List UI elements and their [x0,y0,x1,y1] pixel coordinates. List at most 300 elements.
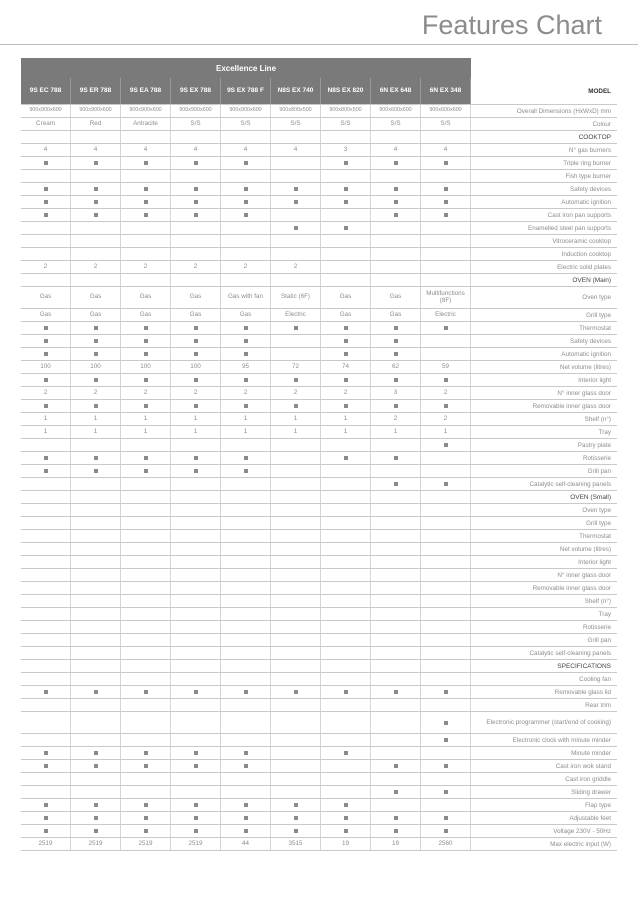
table-cell [221,621,271,633]
feature-check-icon [94,161,98,165]
table-cell [271,504,321,516]
table-row [21,400,617,413]
table-cell: 900x900x600 [121,105,171,117]
table-cell [121,439,171,451]
table-cell [71,595,121,607]
table-cell [21,131,71,143]
table-cell [271,799,321,811]
table-cell [421,773,471,785]
feature-label: Rotisserie [583,623,611,631]
table-cell [71,621,121,633]
table-cell [371,183,421,195]
table-cell [421,699,471,711]
table-cell: 1 [71,413,121,425]
feature-check-icon [144,200,148,204]
table-cell [371,647,421,659]
model-label: MODEL [588,87,611,95]
model-header-row [21,78,617,105]
table-cell [121,799,171,811]
table-row [21,504,617,517]
table-cell [371,131,421,143]
model-header-cell: 6N EX 348 [421,78,471,104]
feature-label: Flap type [585,801,611,809]
feature-label: Fish type burner [565,172,611,180]
table-row [21,699,617,712]
feature-label: Enamelled steel pan supports [528,224,611,232]
table-cell [371,582,421,594]
table-cell [421,647,471,659]
feature-check-icon [344,200,348,204]
table-cell [221,569,271,581]
table-cell: 2 [221,387,271,399]
table-cell [171,465,221,477]
table-cell [21,209,71,221]
table-cell [171,335,221,347]
feature-label: Cast iron pan supports [547,211,611,219]
feature-check-icon [244,690,248,694]
table-cell [71,747,121,759]
table-cell [321,686,371,698]
feature-check-icon [294,829,298,833]
table-cell [321,465,371,477]
table-cell [71,235,121,247]
table-cell: 900x800x500 [271,105,321,117]
feature-check-icon [144,829,148,833]
table-cell [221,504,271,516]
table-cell [271,491,321,503]
feature-check-icon [44,378,48,382]
table-row [21,543,617,556]
table-cell [71,209,121,221]
table-cell [121,747,171,759]
table-cell [321,825,371,837]
feature-check-icon [94,829,98,833]
table-cell [421,569,471,581]
table-cell [21,248,71,260]
feature-label: Max electric input (W) [550,840,611,848]
table-cell [321,261,371,273]
table-cell [421,556,471,568]
feature-check-icon [94,187,98,191]
feature-check-icon [44,751,48,755]
table-cell: Antracite [121,118,171,130]
table-cell [121,335,171,347]
feature-check-icon [144,161,148,165]
table-cell: 2 [121,261,171,273]
table-cell: Gas [171,287,221,308]
table-cell [421,491,471,503]
table-cell: 2 [421,387,471,399]
table-cell [221,608,271,620]
feature-label: Rear trim [585,701,611,709]
table-cell: 3 [371,387,421,399]
table-cell [421,517,471,529]
feature-label: N° inner glass door [557,571,611,579]
table-cell: 62 [371,361,421,373]
table-cell [121,465,171,477]
feature-label: Tray [598,428,611,436]
table-cell: 900x800x500 [321,105,371,117]
table-cell [71,196,121,208]
table-cell [271,734,321,746]
table-cell [271,452,321,464]
table-cell: 19 [371,838,421,850]
table-cell [271,131,321,143]
feature-check-icon [144,339,148,343]
feature-check-icon [344,339,348,343]
table-cell [71,712,121,733]
table-cell [171,157,221,169]
table-cell: 900x600x600 [371,105,421,117]
table-cell [21,582,71,594]
table-cell [71,348,121,360]
table-cell [371,478,421,490]
feature-check-icon [394,790,398,794]
feature-check-icon [194,339,198,343]
feature-check-icon [244,764,248,768]
table-cell [21,222,71,234]
table-cell [321,157,371,169]
feature-label: Tray [598,610,611,618]
feature-check-icon [194,829,198,833]
table-cell [171,608,221,620]
feature-check-icon [394,829,398,833]
table-cell: Gas [171,309,221,321]
feature-check-icon [144,352,148,356]
table-row [21,248,617,261]
feature-check-icon [244,339,248,343]
table-cell [421,235,471,247]
table-row [21,556,617,569]
table-cell [21,686,71,698]
table-cell [221,773,271,785]
table-cell [421,222,471,234]
table-cell: 4 [121,144,171,156]
table-cell: 3 [321,144,371,156]
table-cell [421,335,471,347]
table-cell [421,747,471,759]
feature-label: Electronic clock with minute minder [512,736,611,744]
feature-check-icon [44,187,48,191]
table-cell [21,773,71,785]
table-cell [271,478,321,490]
table-cell [171,478,221,490]
model-header-cell: 9S EX 788 F [221,78,271,104]
feature-label: Cooling fan [579,675,611,683]
table-cell: 1 [121,426,171,438]
table-cell [321,348,371,360]
table-cell [271,374,321,386]
table-cell [21,478,71,490]
table-cell: 2 [21,387,71,399]
table-cell [21,760,71,772]
table-cell [421,608,471,620]
table-cell: 2 [171,261,221,273]
feature-label: Overall Dimensions (HxWxD) mm [516,107,611,115]
feature-label: Grill pan [587,467,611,475]
feature-label: Grill type [586,519,611,527]
table-row [21,222,617,235]
table-cell: 900x900x600 [171,105,221,117]
table-cell [171,170,221,182]
feature-check-icon [244,456,248,460]
table-cell [21,734,71,746]
table-cell [171,517,221,529]
table-cell [71,222,121,234]
table-cell: Gas [321,287,371,308]
table-cell [271,517,321,529]
table-cell [71,686,121,698]
feature-check-icon [144,456,148,460]
table-cell: 2 [271,261,321,273]
feature-check-icon [44,469,48,473]
feature-label: Pastry plate [577,441,611,449]
table-cell [371,452,421,464]
table-cell [371,608,421,620]
table-cell [371,595,421,607]
table-cell [121,621,171,633]
feature-check-icon [244,469,248,473]
table-cell [421,274,471,286]
table-cell [121,712,171,733]
table-row [21,452,617,465]
table-cell [271,274,321,286]
table-cell [121,825,171,837]
feature-check-icon [294,187,298,191]
table-row [21,309,617,322]
table-cell [421,530,471,542]
table-cell [221,335,271,347]
table-cell [121,556,171,568]
table-cell [21,491,71,503]
table-row [21,348,617,361]
table-cell: 2519 [121,838,171,850]
table-cell [71,530,121,542]
feature-check-icon [94,469,98,473]
feature-check-icon [44,816,48,820]
feature-label: N° gas burners [568,146,611,154]
table-cell [21,712,71,733]
feature-check-icon [294,326,298,330]
feature-check-icon [444,404,448,408]
feature-check-icon [94,690,98,694]
table-cell [271,439,321,451]
table-cell: 1 [371,426,421,438]
table-cell [121,773,171,785]
table-cell: 1 [171,413,221,425]
feature-label: Electronic programmer (start/end of cooking) [486,719,611,726]
table-cell [121,608,171,620]
table-cell: 4 [271,144,321,156]
table-row [21,196,617,209]
table-cell: 2519 [71,838,121,850]
feature-check-icon [144,469,148,473]
table-cell [221,660,271,672]
feature-check-icon [444,721,448,725]
table-cell [171,235,221,247]
feature-check-icon [194,187,198,191]
table-cell [371,170,421,182]
section-row [21,660,617,673]
table-cell [221,209,271,221]
table-cell [121,222,171,234]
table-cell [271,773,321,785]
feature-check-icon [94,326,98,330]
table-cell [371,517,421,529]
feature-check-icon [194,200,198,204]
table-cell [271,786,321,798]
table-cell [21,556,71,568]
feature-label: Oven type [582,506,611,514]
table-cell [271,248,321,260]
table-cell: 2 [121,387,171,399]
table-cell [321,786,371,798]
table-cell: 100 [171,361,221,373]
table-cell [421,183,471,195]
table-cell [71,335,121,347]
feature-check-icon [294,200,298,204]
table-cell: 1 [321,413,371,425]
table-cell [71,374,121,386]
table-cell: 74 [321,361,371,373]
table-cell [21,157,71,169]
table-cell [171,621,221,633]
table-cell: Gas [71,309,121,321]
feature-check-icon [194,803,198,807]
table-cell [71,734,121,746]
feature-label: Rotisserie [583,454,611,462]
model-header-cell: N8S EX 820 [321,78,371,104]
feature-check-icon [194,326,198,330]
feature-check-icon [294,690,298,694]
feature-check-icon [144,378,148,382]
feature-check-icon [344,326,348,330]
table-body [21,105,617,851]
table-row [21,209,617,222]
table-cell [121,322,171,334]
table-cell [321,222,371,234]
table-cell [121,183,171,195]
table-cell [121,209,171,221]
table-cell [71,660,121,672]
feature-label: Catalytic self-cleaning panels [529,480,611,488]
table-row [21,478,617,491]
feature-check-icon [394,816,398,820]
feature-check-icon [394,764,398,768]
table-cell [321,517,371,529]
table-row [21,387,617,400]
table-row [21,812,617,825]
feature-check-icon [194,764,198,768]
feature-label: Thermostat [579,324,611,332]
feature-check-icon [444,690,448,694]
table-cell [321,660,371,672]
table-cell [121,734,171,746]
table-cell [371,530,421,542]
table-cell [71,170,121,182]
feature-check-icon [444,443,448,447]
table-cell [171,543,221,555]
table-cell [371,322,421,334]
feature-check-icon [394,213,398,217]
table-cell [171,595,221,607]
feature-check-icon [94,339,98,343]
table-cell: 100 [21,361,71,373]
table-cell: 1 [171,426,221,438]
feature-check-icon [344,456,348,460]
section-row [21,491,617,504]
feature-check-icon [244,829,248,833]
table-cell [321,235,371,247]
table-cell [171,183,221,195]
feature-check-icon [444,482,448,486]
table-cell [21,595,71,607]
table-cell [321,569,371,581]
table-cell [271,322,321,334]
table-cell [371,673,421,685]
table-cell: 4 [421,144,471,156]
table-row [21,465,617,478]
table-cell: Gas [71,287,121,308]
table-row [21,734,617,747]
table-row [21,374,617,387]
feature-check-icon [94,816,98,820]
table-row [21,235,617,248]
table-cell [421,734,471,746]
table-row [21,322,617,335]
table-cell [21,235,71,247]
table-cell [121,452,171,464]
feature-check-icon [444,378,448,382]
table-cell [171,712,221,733]
table-cell [171,209,221,221]
table-cell [121,673,171,685]
table-cell [271,196,321,208]
table-cell [121,786,171,798]
table-cell: Electric [421,309,471,321]
table-cell [171,530,221,542]
table-row [21,799,617,812]
table-cell: 1 [221,413,271,425]
table-cell [421,660,471,672]
table-cell [21,348,71,360]
feature-label: Net volume (litres) [559,363,611,371]
table-cell [71,634,121,646]
table-cell [71,773,121,785]
feature-label: Interior light [578,558,611,566]
feature-check-icon [244,378,248,382]
table-cell [221,248,271,260]
table-cell [421,595,471,607]
table-cell: 900x900x600 [71,105,121,117]
table-cell [321,595,371,607]
table-cell [421,786,471,798]
table-cell [221,235,271,247]
table-cell [271,170,321,182]
table-cell [321,491,371,503]
table-cell [21,530,71,542]
table-row [21,118,617,131]
table-cell [421,131,471,143]
table-row [21,183,617,196]
table-cell [121,348,171,360]
table-cell [121,543,171,555]
table-cell [171,556,221,568]
feature-label: N° inner glass door [557,389,611,397]
table-cell [321,673,371,685]
table-cell [271,673,321,685]
table-cell [271,825,321,837]
